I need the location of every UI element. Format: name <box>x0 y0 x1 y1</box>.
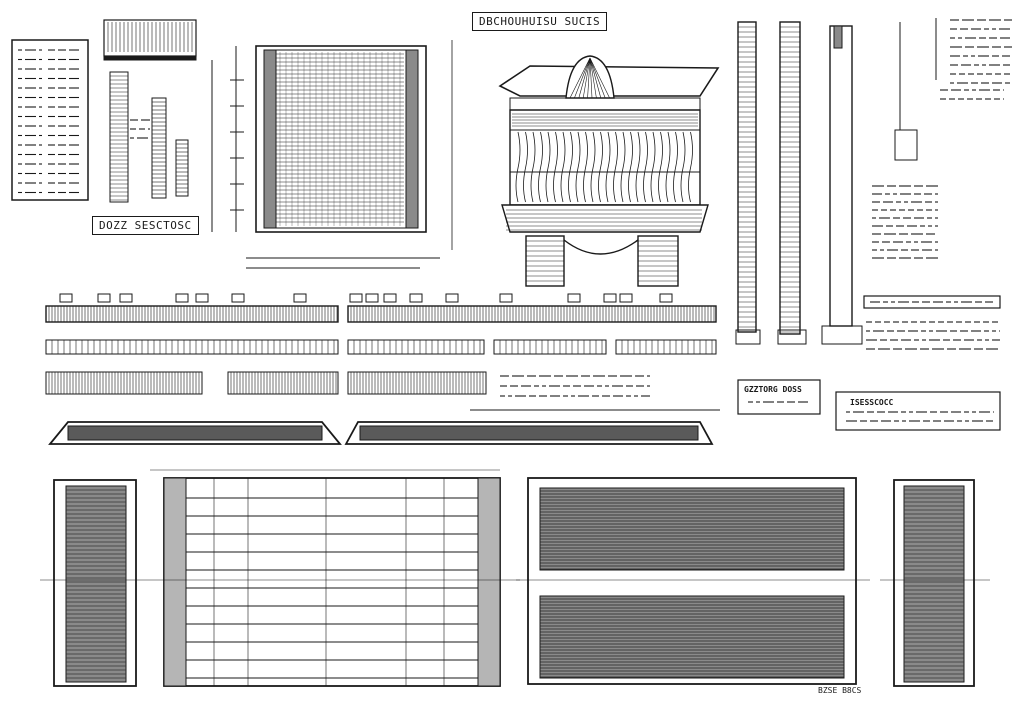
rail-upper-left <box>46 306 338 322</box>
grid-panel <box>164 478 500 686</box>
planter-perspective <box>500 56 718 286</box>
vertical-sections <box>736 18 1012 430</box>
cornice-detail <box>104 20 196 56</box>
bottom-right-note: BZSE B8CS <box>818 686 862 695</box>
left-panel-title: DOZZ SESCTOSC <box>92 216 199 235</box>
legend-box <box>12 40 88 200</box>
rail-elevations <box>46 294 720 444</box>
rail-middle-left <box>46 340 338 354</box>
panel-elevation <box>212 40 452 268</box>
mid-callout-title: GZZTORG DOSS <box>744 385 802 394</box>
column-a <box>110 72 128 202</box>
legend-panel <box>12 40 88 200</box>
sheet-title-label: DBCHOUHUISU SUCIS <box>472 12 607 31</box>
column-details <box>104 20 196 202</box>
bottom-elevations <box>40 470 990 686</box>
right-callout-title: ISESSCOCC <box>850 398 894 407</box>
section-strip-3 <box>830 26 852 326</box>
planter-base <box>502 205 708 232</box>
rail-upper-right <box>348 306 716 322</box>
column-b <box>152 98 166 198</box>
